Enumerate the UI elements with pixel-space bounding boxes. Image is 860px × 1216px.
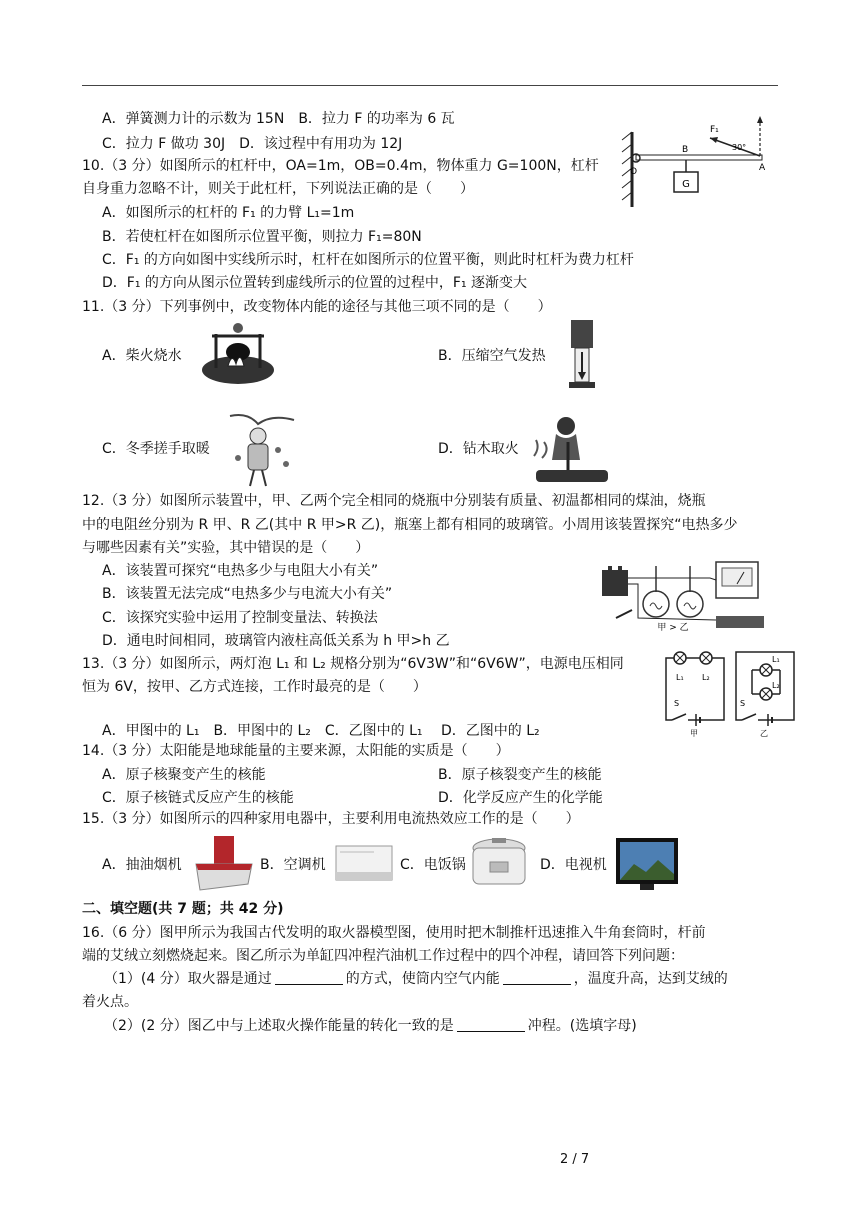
q10-option-d: D．F₁ 的方向从图示位置转到虚线所示的位置的过程中，F₁ 逐渐变大 [102,275,528,291]
q16-part1 [104,968,728,990]
q16-stem-line1: 16.（6 分）图甲所示为我国古代发明的取火器模型图，使用时把木制推杆迅速推入牛角套筒时，杆前 [82,925,706,941]
q12-option-a: A．该装置可探究“电热多少与电阻大小有关” [102,563,379,579]
lever-label-a: A [759,163,766,173]
q16-blank-1[interactable] [275,970,343,985]
campfire-image [198,322,278,388]
q9-options-cd: C．拉力 F 做功 30J D．该过程中有用功为 12J [102,136,403,152]
circuit-yi-l2: L₂ [772,681,780,690]
q16-part1-text-b: 的方式，使筒内空气内能 [345,971,500,987]
q15-option-b: B．空调机 [260,857,326,873]
q11-stem: 11.（3 分）下列事例中，改变物体内能的途径与其他三项不同的是（ ） [82,299,552,315]
circuit-jia-s: S [674,699,680,708]
lever-label-angle: 30° [732,143,747,152]
q11-option-c: C．冬季搓手取暖 [102,441,210,457]
section-2-heading: 二、填空题(共 7 题；共 42 分) [82,901,284,917]
q10-option-b: B．若使杠杆在如图所示位置平衡，则拉力 F₁=80N [102,229,422,245]
q16-stem-line2: 端的艾绒立刻燃烧起来。图乙所示为单缸四冲程汽油机工作过程中的四个冲程，请回答下列问题： [82,948,684,964]
q12-stem-line3: 与哪些因素有关”实验，其中错误的是（ ） [82,540,370,556]
q15-stem: 15.（3 分）如图所示的四种家用电器中，主要利用电流热效应工作的是（ ） [82,811,580,827]
lever-figure [618,112,778,212]
q16-blank-2[interactable] [503,970,571,985]
q14-option-a: A．原子核聚变产生的核能 [102,767,266,783]
q11-option-a: A．柴火烧水 [102,348,182,364]
air-compression-image [563,318,603,392]
q16-part2-text-b: 冲程。(选填字母) [527,1018,637,1034]
rice-cooker-image [468,834,530,892]
q16-part1-cont: 着火点。 [82,994,138,1010]
q15-option-c: C．电饭锅 [400,857,466,873]
q11-option-b: B．压缩空气发热 [438,348,546,364]
q12-stem-line2: 中的电阻丝分别为 R 甲、R 乙(其中 R 甲>R 乙)，瓶塞上都有相同的玻璃管。小周用该装置探究“电热多少 [82,517,738,533]
q13-stem-line1: 13.（3 分）如图所示，两灯泡 L₁ 和 L₂ 规格分别为“6V3W”和“6V6W”，电源电压相同 [82,656,624,672]
circuit-jia-l2: L₂ [702,673,710,682]
q12-option-b: B．该装置无法完成“电热多少与电流大小有关” [102,586,393,602]
q11-option-d: D．钻木取火 [438,441,519,457]
q10-stem-line2: 自身重力忽略不计，则关于此杠杆，下列说法正确的是（ ） [82,181,474,197]
q14-option-d: D．化学反应产生的化学能 [438,790,603,806]
q16-part2-text-a: （2）(2 分）图乙中与上述取火操作能量的转化一致的是 [104,1018,454,1034]
circuit-figure [660,644,800,740]
lever-label-f1: F₁ [710,125,719,135]
air-conditioner-image [334,838,394,886]
circuit-label-yi: 乙 [760,729,768,738]
q14-option-b: B．原子核裂变产生的核能 [438,767,602,783]
q16-part1-text-a: （1）(4 分）取火器是通过 [104,971,272,987]
q13-options: A．甲图中的 L₁ B．甲图中的 L₂ C．乙图中的 L₁ D．乙图中的 L₂ [102,723,540,739]
header-rule [82,85,778,86]
circuit-label-jia: 甲 [690,729,698,738]
q10-option-a: A．如图所示的杠杆的 F₁ 的力臂 L₁=1m [102,205,355,221]
q12-option-c: C．该探究实验中运用了控制变量法、转换法 [102,610,378,626]
q15-option-a: A．抽油烟机 [102,857,182,873]
q13-stem-line2: 恒为 6V，按甲、乙方式连接，工作时最亮的是（ ） [82,679,427,695]
q10-stem-line1: 10.（3 分）如图所示的杠杆中，OA=1m，OB=0.4m，物体重力 G=100N，杠杆 [82,158,599,174]
apparatus-label: 甲 > 乙 [657,623,689,633]
lever-label-o: O [630,167,638,177]
q15-option-d: D．电视机 [540,857,607,873]
lever-label-g: G [682,179,690,190]
q16-part2 [104,1015,637,1037]
q16-blank-3[interactable] [457,1017,525,1032]
q12-option-d: D．通电时间相同，玻璃管内液柱高低关系为 h 甲>h 乙 [102,633,450,649]
range-hood-image [192,834,256,894]
electric-heat-apparatus-figure [598,558,778,638]
rubbing-hands-image [228,410,298,490]
lever-label-b: B [682,145,689,155]
drilling-wood-image [528,412,612,490]
television-image [614,836,680,892]
q9-options-ab: A．弹簧测力计的示数为 15N B．拉力 F 的功率为 6 瓦 [102,111,455,127]
q14-option-c: C．原子核链式反应产生的核能 [102,790,294,806]
circuit-jia-l1: L₁ [676,673,684,682]
page-number: 2 / 7 [560,1152,590,1167]
circuit-yi-l1: L₁ [772,655,780,664]
q10-option-c: C．F₁ 的方向如图中实线所示时，杠杆在如图所示的位置平衡，则此时杠杆为费力杠杆 [102,252,634,268]
circuit-yi-s: S [740,699,746,708]
q12-stem-line1: 12.（3 分）如图所示装置中，甲、乙两个完全相同的烧瓶中分别装有质量、初温都相同的煤油，烧瓶 [82,493,706,509]
q14-stem: 14.（3 分）太阳能是地球能量的主要来源，太阳能的实质是（ ） [82,743,510,759]
q16-part1-text-c: ，温度升高，达到艾绒的 [573,971,728,987]
